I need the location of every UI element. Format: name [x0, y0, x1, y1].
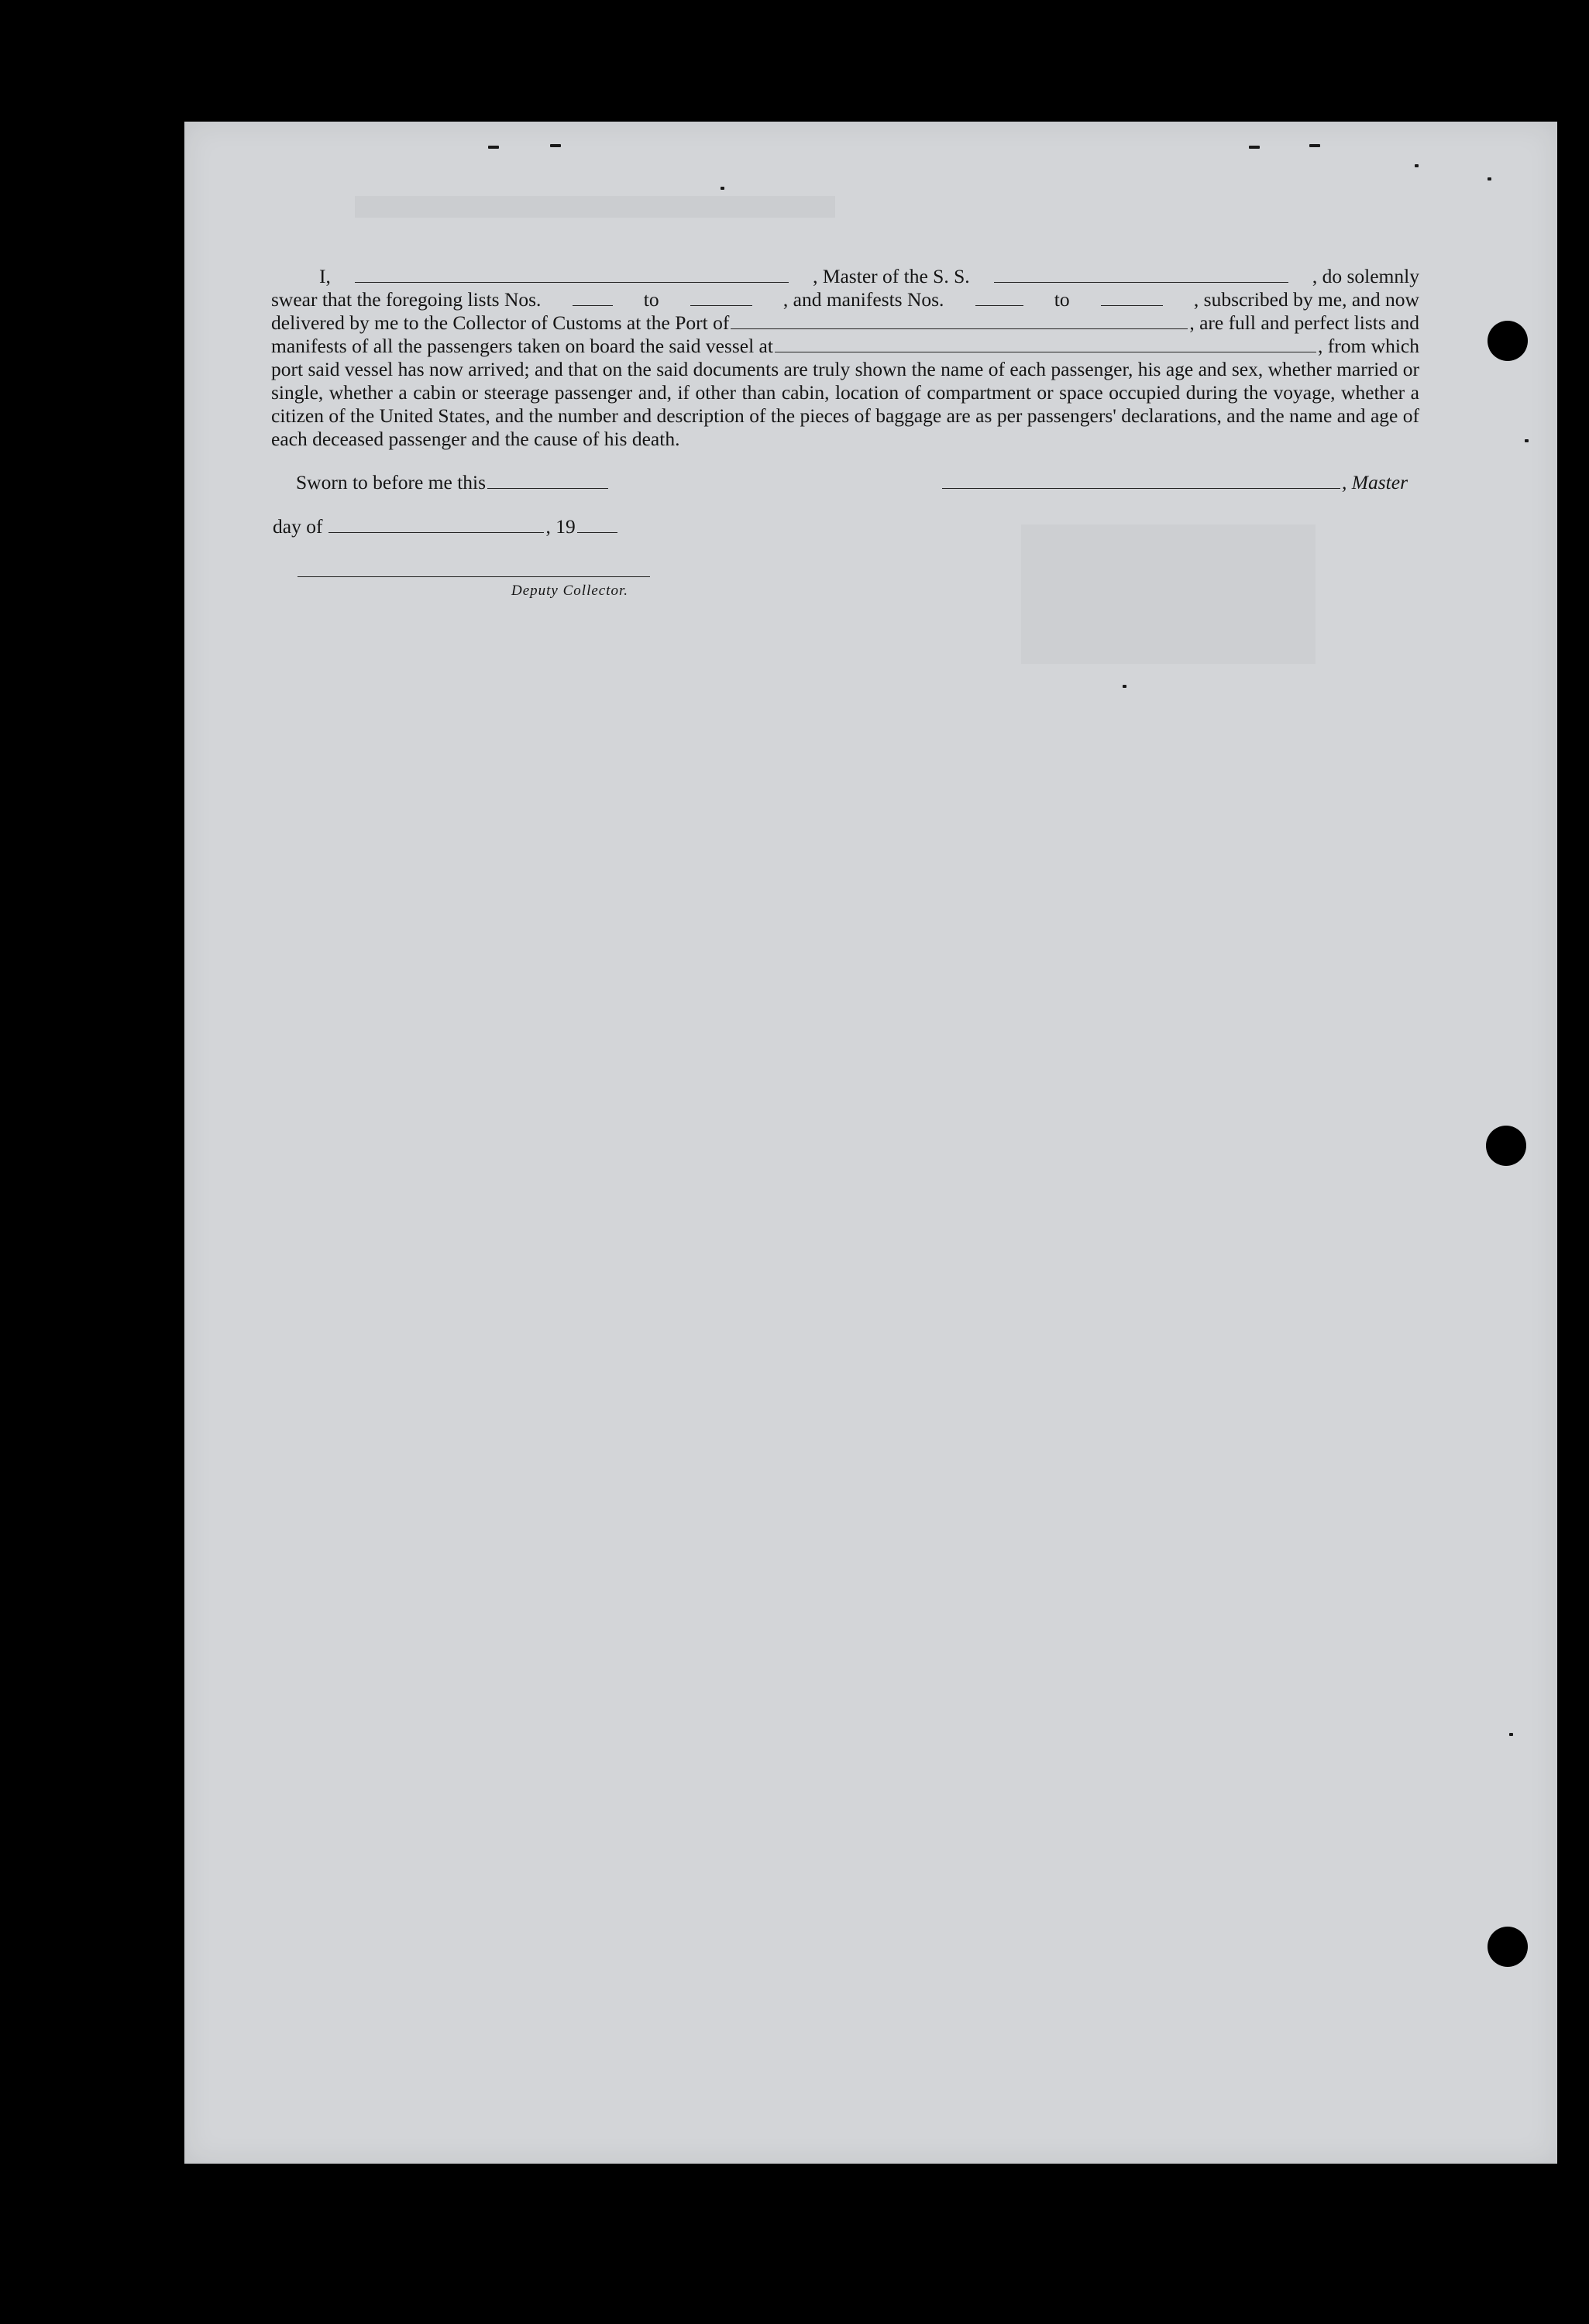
- full-perfect-label: , are full and perfect lists and: [1189, 311, 1419, 334]
- oath-line-2: [271, 288, 1419, 311]
- oath-i-label: I,: [319, 265, 331, 287]
- bleed-through-block: [1021, 524, 1316, 664]
- deputy-collector-label: Deputy Collector.: [511, 583, 629, 599]
- sworn-date-blank[interactable]: [487, 471, 608, 489]
- manifests-to-blank[interactable]: [1101, 288, 1163, 306]
- year-blank[interactable]: [577, 515, 617, 533]
- oath-line-4: [271, 335, 1419, 358]
- oath-paragraph: [271, 265, 1419, 451]
- speck: [1123, 685, 1126, 688]
- punch-hole-bottom: [1488, 1927, 1528, 1967]
- to-label-1: to: [643, 288, 659, 311]
- speck: [1309, 144, 1320, 147]
- master-signature-row: [941, 471, 1408, 494]
- speck: [1249, 146, 1260, 149]
- manifests-all-label: manifests of all the passengers taken on board the said vessel at: [271, 335, 773, 357]
- punch-hole-top: [1488, 321, 1528, 361]
- oath-line-1: [271, 265, 1419, 288]
- embarkation-port-blank[interactable]: [775, 335, 1316, 352]
- day-of-label: day of: [273, 515, 323, 538]
- bleed-through-heading: [355, 196, 835, 218]
- punch-hole-middle: [1486, 1126, 1526, 1166]
- swear-label: swear that the foregoing lists Nos.: [271, 288, 542, 311]
- to-label-2: to: [1054, 288, 1070, 311]
- sworn-label: Sworn to before me this: [296, 471, 487, 493]
- master-label: , Master: [1342, 471, 1408, 493]
- and-manifests-label: , and manifests Nos.: [782, 288, 944, 311]
- day-month-blank[interactable]: [328, 515, 544, 533]
- master-name-blank[interactable]: [355, 265, 789, 283]
- day-of-row: [273, 515, 619, 538]
- speck: [1415, 164, 1419, 167]
- speck: [1525, 439, 1529, 442]
- delivered-label: delivered by me to the Collector of Customs at the Port of: [271, 311, 730, 334]
- subscribed-label: , subscribed by me, and now: [1193, 288, 1419, 311]
- speck: [550, 144, 561, 147]
- lists-from-blank[interactable]: [573, 288, 613, 306]
- lists-to-blank[interactable]: [690, 288, 752, 306]
- speck: [1509, 1733, 1513, 1736]
- speck: [488, 146, 499, 149]
- oath-line-3: [271, 311, 1419, 335]
- speck: [721, 187, 724, 190]
- master-of-ss-label: , Master of the S. S.: [813, 265, 970, 287]
- master-signature-blank[interactable]: [942, 471, 1340, 489]
- year-prefix-label: , 19: [545, 515, 576, 538]
- from-which-label: , from which: [1317, 335, 1419, 357]
- deputy-collector-signature-blank[interactable]: [298, 576, 650, 577]
- ship-name-blank[interactable]: [994, 265, 1288, 283]
- sworn-row: [296, 471, 610, 494]
- manifests-from-blank[interactable]: [975, 288, 1023, 306]
- port-blank[interactable]: [731, 311, 1188, 329]
- do-solemnly-label: , do solemnly: [1312, 265, 1419, 287]
- speck: [1488, 177, 1491, 180]
- oath-body: port said vessel has now arrived; and that on the said documents are truly shown the name of each passenger, his age and sex, whether married or single, whether a cabin or steerage passenger and, if other than cabin, location of compartment or space occupied during the voyage, whether a citizen of the United States, and the number and description of the pieces of baggage are as per passengers' declarations, and the name and age of each deceased passenger and the cause of his death.: [271, 358, 1419, 450]
